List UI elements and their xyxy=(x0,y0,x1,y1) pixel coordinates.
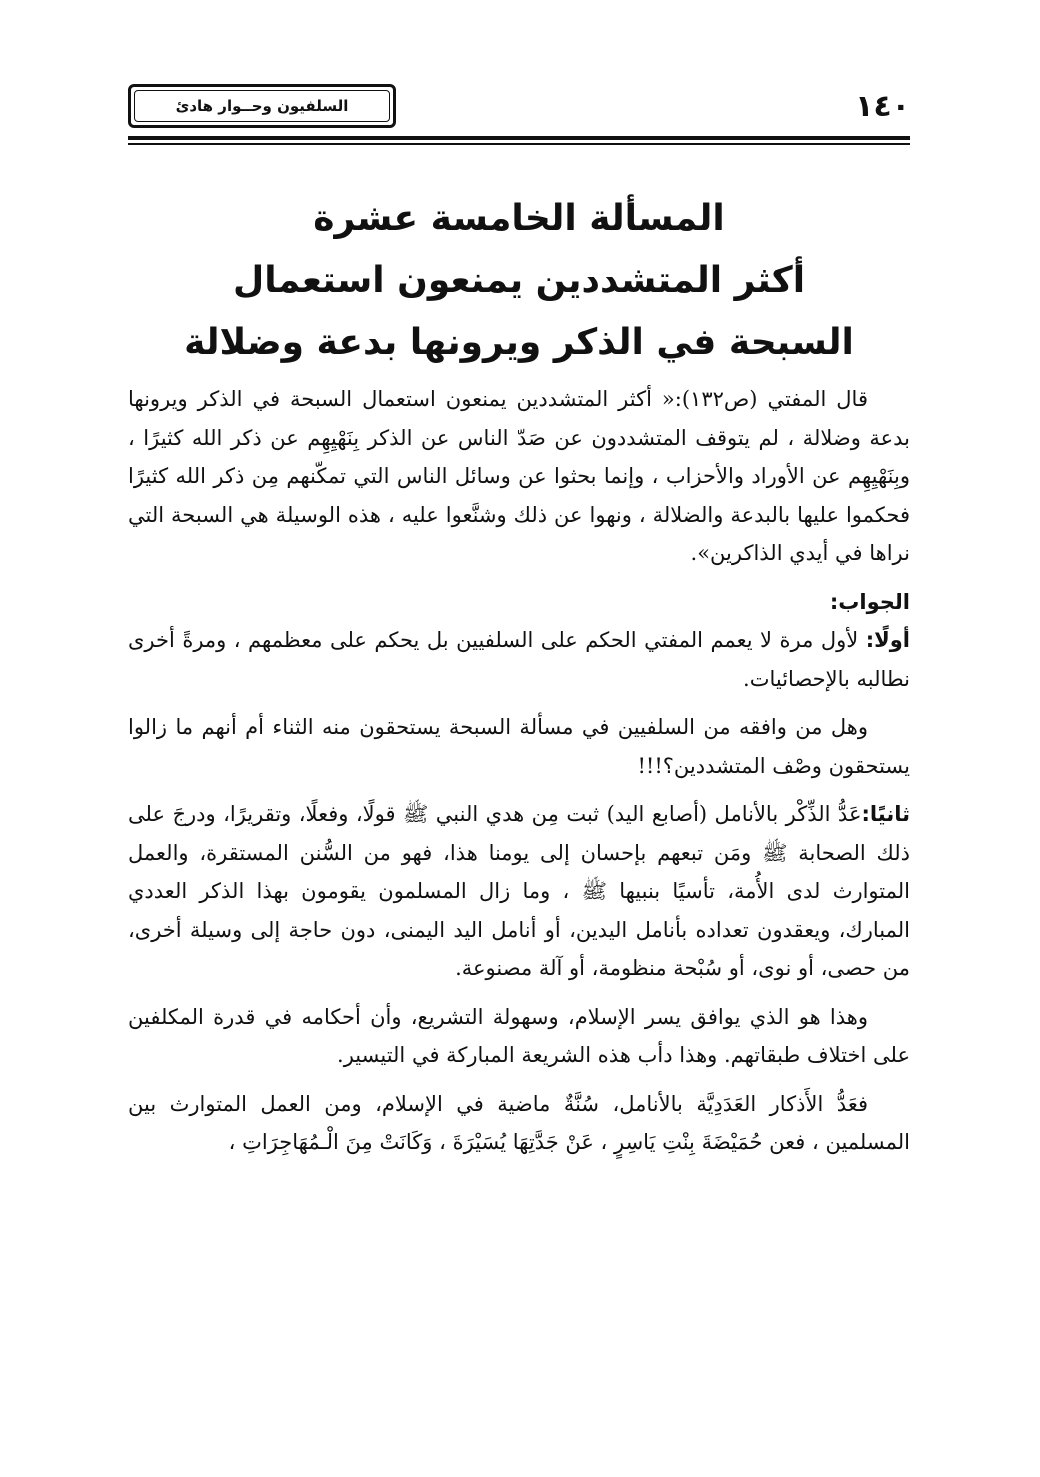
second-point-paragraph xyxy=(128,795,910,988)
question-paragraph: وهل من وافقه من السلفيين في مسألة السبحة يستحقون منه الثناء أم أنهم ما زالوا يستحقون وصْف المتشددين؟!!! xyxy=(128,715,910,778)
book-title: السلفيون وحــوار هادئ xyxy=(134,90,390,122)
title-line-1: المسألة الخامسة عشرة xyxy=(313,198,725,239)
title-line-2: أكثر المتشددين يمنعون استعمال xyxy=(232,260,806,301)
first-point-label: أولًا: xyxy=(865,628,910,652)
chapter-title xyxy=(128,188,910,374)
second-point-label: ثانيًا: xyxy=(861,802,910,826)
body-text xyxy=(128,380,910,1162)
first-point-text: لأول مرة لا يعمم المفتي الحكم على السلفيين بل يحكم على معظمهم ، ومرةً أخرى نطالبه بالإحصائيات. xyxy=(128,628,910,691)
first-point-paragraph xyxy=(128,621,910,698)
page-number: ١٤٠ xyxy=(855,88,910,124)
header-rule-thick xyxy=(128,136,910,140)
answer-heading: الجواب: xyxy=(829,589,910,614)
page-header xyxy=(128,84,910,144)
book-title-frame xyxy=(128,84,396,128)
quote-paragraph: قال المفتي (ص١٣٢):« أكثر المتشددين يمنعون استعمال السبحة في الذكر ويرونها بدعة وضلالة ، لم يتوقف المتشددون عن صَدّ الناس عن الذكر بِنَهْيِهِم عن ذكر الله كثيرًا ، وبِنَهْيِهِم عن الأوراد والأحزاب ، وإنما بحثوا عن وسائل الناس التي تمكّنهم مِن ذكر الله كثيرًا فحكموا عليها بالبدعة والضلالة ، ونهوا عن ذلك وشنَّعوا عليه ، هذه الوسيلة هي السبحة التي نراها في أيدي الذاكرين». xyxy=(128,387,910,565)
header-rule-thin xyxy=(128,143,910,145)
ease-paragraph: وهذا هو الذي يوافق يسر الإسلام، وسهولة التشريع، وأن أحكامه في قدرة المكلفين على اختلاف طبقاتهم. وهذا دأب هذه الشريعة المباركة في التيسير. xyxy=(128,1004,910,1067)
conclusion-paragraph: فعَدُّ الأَذكار العَدَدِيَّة بالأنامل، سُنَّةٌ ماضية في الإسلام، ومن العمل المتوارث بين المسلمين ، فعن حُمَيْضَةَ بِنْتِ يَاسِرٍ ، عَنْ جَدَّتِهَا يُسَيْرَةَ ، وَكَانَتْ مِنَ الْـمُهَاجِرَاتِ ، xyxy=(128,1091,910,1154)
second-point-text: عَدُّ الذِّكْر بالأنامل (أصابع اليد) ثبت مِن هدي النبي ﷺ قولًا، وفعلًا، وتقريرًا، ودرجَ على ذلك الصحابة ﷺ ومَن تبعهم بإحسان إلى يومنا هذا، فهو من السُّنن المستقرة، والعمل المتوارث لدى الأُمة، تأسيًا بنبيها ﷺ ، وما زال المسلمون يقومون بهذا الذكر العددي المبارك، ويعقدون تعداده بأنامل اليدين، أو أنامل اليد اليمنى، دون حاجة إلى وسيلة أخرى، من حصى، أو نوى، أو سُبْحة منظومة، أو آلة مصنوعة. xyxy=(128,802,910,980)
title-line-3: السبحة في الذكر ويرونها بدعة وضلالة xyxy=(184,322,854,363)
